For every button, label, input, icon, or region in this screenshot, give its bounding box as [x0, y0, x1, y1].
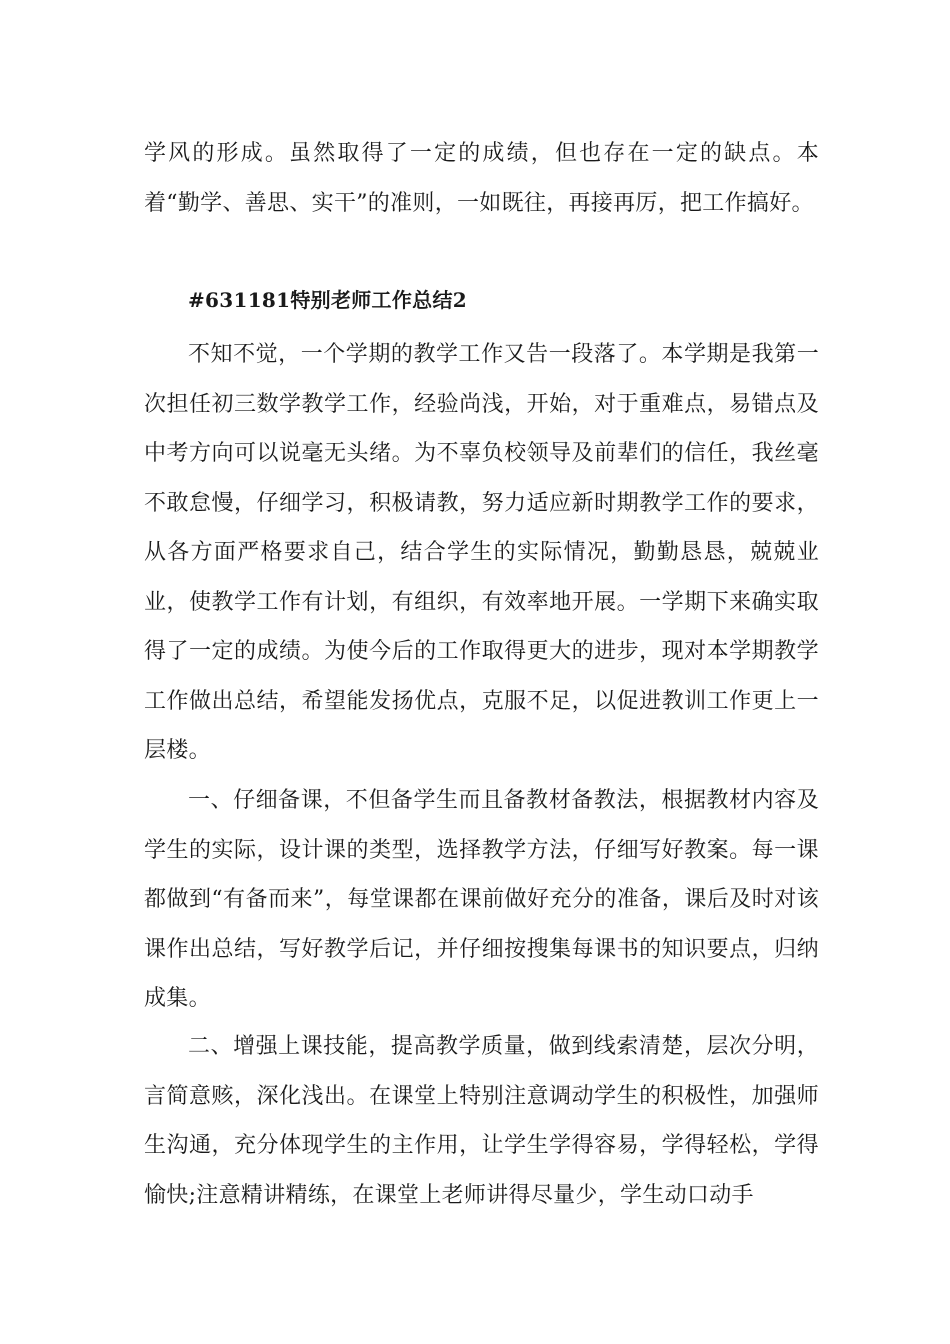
paragraph-continuation: 学风的形成。虽然取得了一定的成绩，但也存在一定的缺点。本着“勤学、善思、实干”的准则，一如既往，再接再厉，把工作搞好。: [144, 141, 819, 216]
paragraph-intro: 不知不觉，一个学期的教学工作又告一段落了。本学期是我第一次担任初三数学教学工作，经验尚浅，开始，对于重难点，易错点及中考方向可以说毫无头绪。为不辜负校领导及前辈们的信任，我丝毫不敢怠慢，仔细学习，积极请教，努力适应新时期教学工作的要求，从各方面严格要求自己，结合学生的实际情况，勤勤恳恳，兢兢业业，使教学工作有计划，有组织，有效率地开展。一学期下来确实取得了一定的成绩。为使今后的工作取得更大的进步，现对本学期教学工作做出总结，希望能发扬优点，克服不足，以促进教训工作更上一层楼。: [144, 342, 819, 763]
paragraph-point-two: 二、增强上课技能，提高教学质量，做到线索清楚，层次分明，言简意赅，深化浅出。在课堂上特别注意调动学生的积极性，加强师生沟通，充分体现学生的主作用，让学生学得容易，学得轻松，学得愉快;注意精讲精练，在课堂上老师讲得尽量少，学生动口动手: [144, 1034, 819, 1208]
paragraph-point-one: 一、仔细备课，不但备学生而且备教材备教法，根据教材内容及学生的实际，设计课的类型，选择教学方法，仔细写好教案。每一课都做到“有备而来”，每堂课都在课前做好充分的准备，课后及时对该课作出总结，写好教学后记，并仔细按搜集每课书的知识要点，归纳成集。: [144, 788, 819, 1011]
section-heading: #631181特别老师工作总结2: [188, 288, 467, 312]
